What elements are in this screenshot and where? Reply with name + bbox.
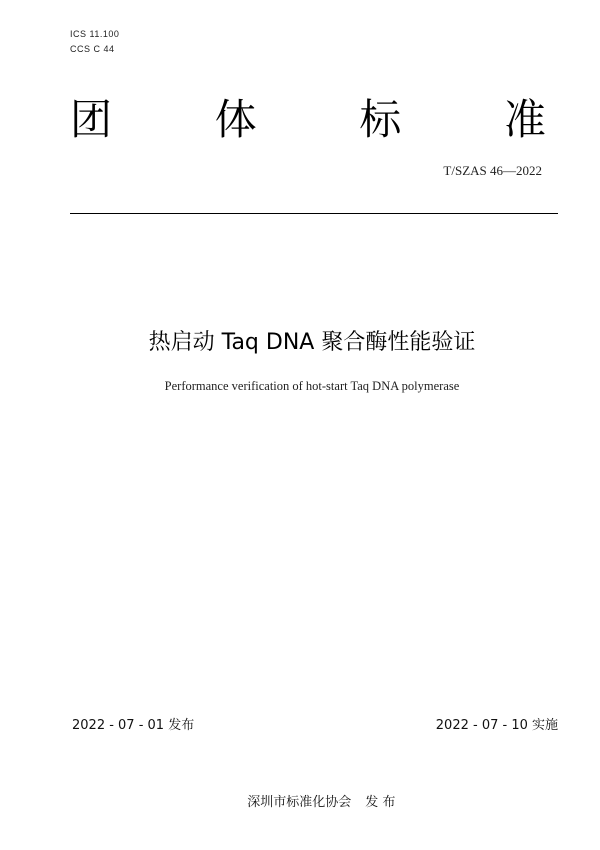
document-subtitle-english: Performance verification of hot-start Taq DNA polymerase (164, 379, 460, 393)
document-title: 热启动 Taq DNA 聚合酶性能验证 (148, 330, 476, 355)
heading-char: 团 (70, 95, 113, 144)
ics-code: ICS 11.100 (70, 29, 120, 39)
divider-line (70, 213, 558, 214)
heading-char: 体 (214, 95, 257, 144)
ccs-code: CCS C 44 (70, 44, 115, 54)
standard-number: T/SZAS 46—2022 (443, 163, 542, 178)
heading-char: 准 (503, 95, 546, 144)
implementation-date: 2022 - 07 - 10 实施 (435, 718, 558, 733)
standard-type-heading (70, 96, 546, 144)
publisher-name: 深圳市标准化协会 (247, 795, 352, 810)
publisher-line (0, 776, 600, 825)
issue-date: 2022 - 07 - 01 发布 (72, 718, 195, 733)
publisher-action: 发 布 (365, 795, 396, 810)
heading-char: 标 (359, 95, 402, 144)
